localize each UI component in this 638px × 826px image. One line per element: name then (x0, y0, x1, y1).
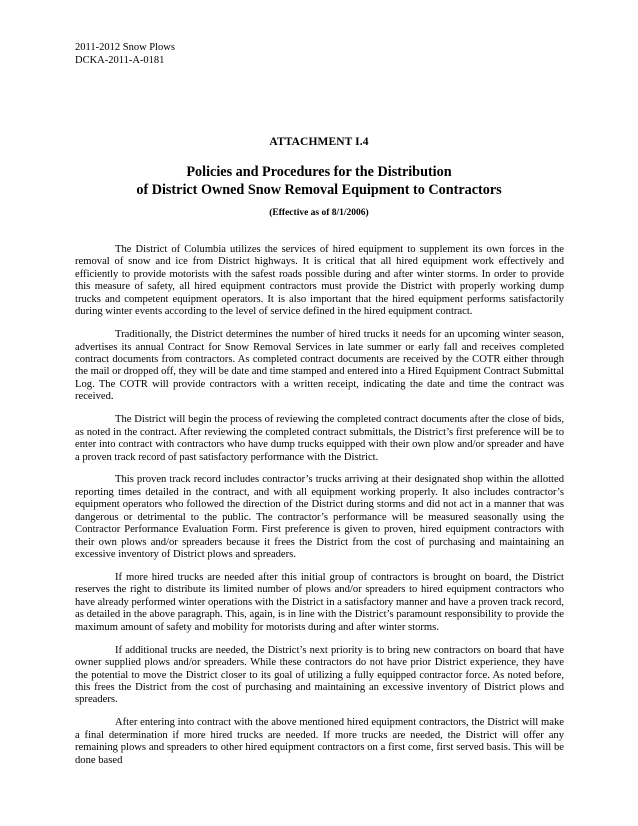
document-header (75, 41, 175, 67)
attachment-label: ATTACHMENT I.4 (269, 136, 369, 148)
body-paragraph: After entering into contract with the above mentioned hired equipment contractors, the District will make a final determination if more hired trucks are needed. If more trucks are needed, the District will offer any remaining plows and spreaders to other hired equipment contractors on a first come, first served basis. This will be done based (75, 717, 564, 766)
document-title (0, 163, 638, 199)
document-body (75, 244, 564, 778)
title-line-1: Policies and Procedures for the Distribution (186, 164, 452, 180)
body-paragraph: If more hired trucks are needed after this initial group of contractors is brought on board, the District reserves the right to distribute its limited number of plows and/or spreaders to hired equipment contractors who have already performed winter operations with the District in a satisfactory manner and have a proven track record, as detailed in the above paragraph. This, again, is in line with the District’s paramount responsibility to provide the maximum amount of safety and mobility for motorists during and after winter storms. (75, 571, 564, 633)
header-contract-number: DCKA-2011-A-0181 (75, 55, 165, 66)
body-paragraph: The District will begin the process of reviewing the completed contract documents after the close of bids, as noted in the contract. After reviewing the completed contract submittals, the District’s first preference will be to enter into contract with contractors who have dump trucks equipped with their own plow and/or spreader and have a proven track record of past satisfactory performance with the District. (75, 414, 564, 463)
body-paragraph: If additional trucks are needed, the District’s next priority is to bring new contractors on board that have owner supplied plows and/or spreaders. While these contractors do not have prior District experience, they have the potential to move the District closer to its goal of utilizing a fully equipped contractor force. As noted before, this frees the District from the cost of purchasing and maintaining an excessive inventory of District plows and spreaders. (75, 644, 564, 706)
body-paragraph: The District of Columbia utilizes the services of hired equipment to supplement its own forces in the removal of snow and ice from District highways. It is critical that all hired equipment work effectively and efficiently to provide motorists with the safest roads possible during and after winter storms. In order to provide this measure of safety, all hired equipment contractors must provide the District with properly working dump trucks and competent equipment operators. It is also important that the hired equipment performs satisfactorily during winter events according to the level of service defined in the hired equipment contract. (75, 244, 564, 318)
header-project-title: 2011-2012 Snow Plows (75, 42, 175, 53)
effective-date: (Effective as of 8/1/2006) (269, 208, 369, 218)
body-paragraph: Traditionally, the District determines the number of hired trucks it needs for an upcoming winter season, advertises its annual Contract for Snow Removal Services in late summer or early fall and receives completed contract documents from contractors. As completed contract documents are received by the COTR either through the mail or dropped off, they will be date and time stamped and entered into a Hired Equipment Contract Submittal Log. The COTR will provide contractors with a written receipt, indicating the date and time the contract was received. (75, 329, 564, 403)
title-line-2: of District Owned Snow Removal Equipment to Contractors (136, 182, 502, 198)
body-paragraph: This proven track record includes contractor’s trucks arriving at their designated shop within the allotted reporting times detailed in the contract, and with all equipment working properly. It also includes contractor’s equipment operators who followed the direction of the District during storms and did not act in a manner that was dangerous or detrimental to the public. The contractor’s performance will be measured seasonally using the Contractor Performance Evaluation Form. First preference is given to proven, hired equipment contractors with their own plows and/or spreaders because it frees the District from the cost of purchasing and maintaining an excessive inventory of District plows and spreaders. (75, 474, 564, 561)
